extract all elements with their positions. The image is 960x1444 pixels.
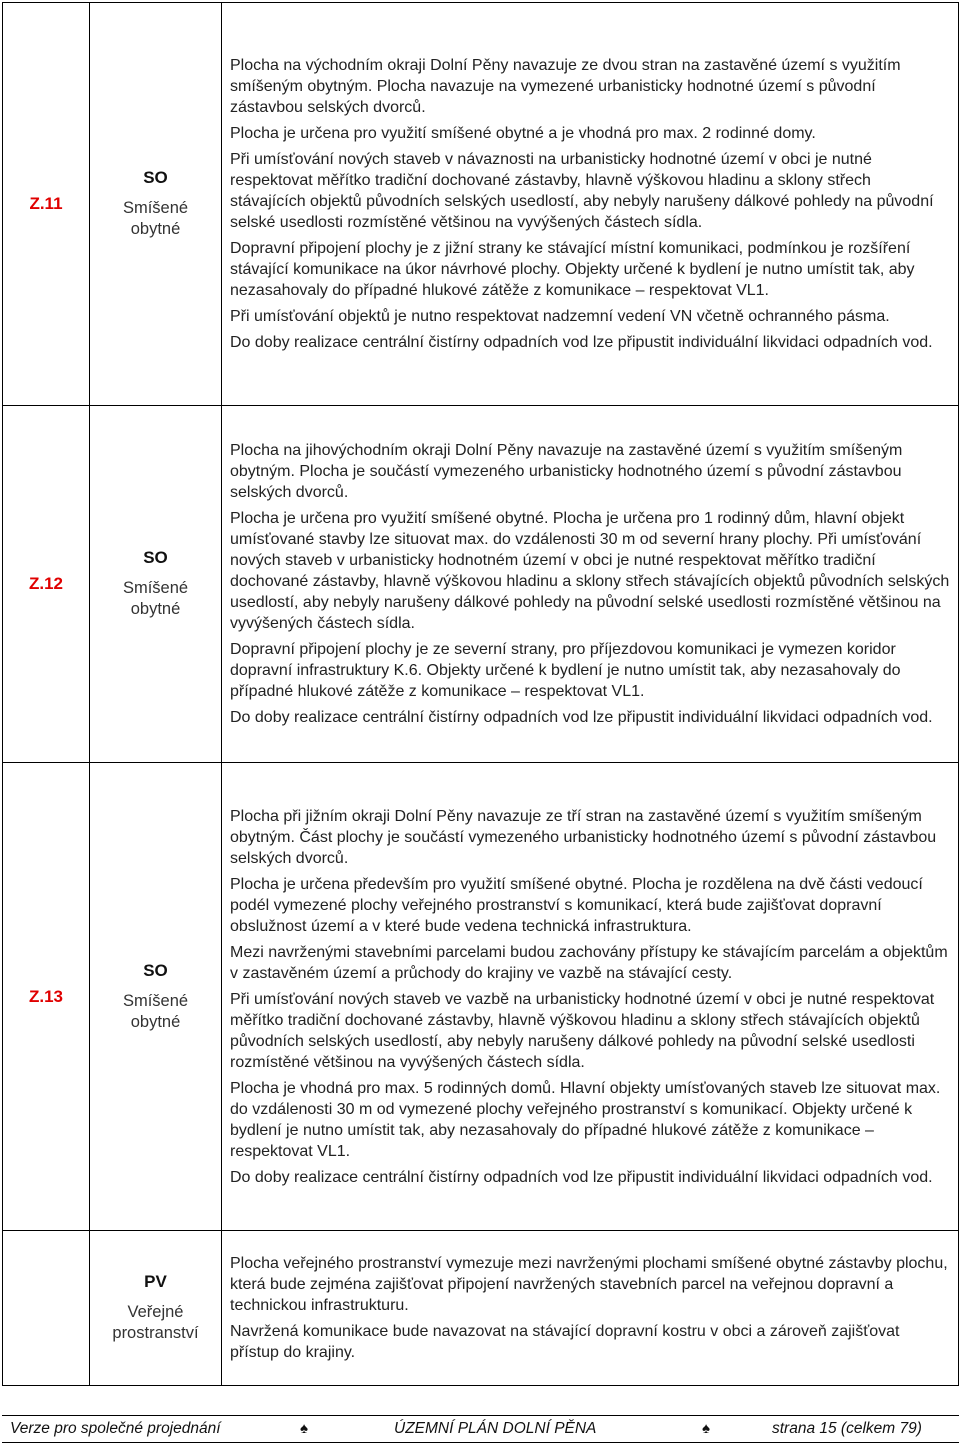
zone-category-cell <box>90 1231 222 1386</box>
zone-description-paragraph: Dopravní připojení plochy je ze severní strany, pro příjezdovou komunikaci je vymezen koridor dopravní infrastruktury K.6. Objekty určené k bydlení je nutno umístit tak, aby nezasahovaly do případné hlukové zátěže z komunikace – respektovat VL1. <box>230 641 901 700</box>
page-footer <box>2 1415 959 1443</box>
zone-description-cell <box>222 763 959 1231</box>
zone-description-cell <box>222 3 959 406</box>
zone-category-label: obytné <box>130 1012 181 1031</box>
zone-row <box>3 1231 959 1386</box>
zone-category-label: prostranství <box>112 1324 199 1342</box>
zone-code: SO <box>143 548 168 567</box>
zone-category-label: Veřejné <box>127 1303 184 1321</box>
footer-document-title: ÚZEMNÍ PLÁN DOLNÍ PĚNA <box>394 1420 597 1437</box>
zone-category-label: Smíšené <box>122 199 189 217</box>
zone-id-cell <box>3 1231 90 1386</box>
zone-category-label: obytné <box>130 220 181 238</box>
footer-page-number: strana 15 (celkem 79) <box>772 1420 922 1437</box>
zone-description-paragraph: Dopravní připojení plochy je z jižní strany ke stávající místní komunikaci, podmínkou je rozšíření stávající komunikace na úkor návrhové plochy. Objekty určené k bydlení je nutno umístit tak, aby nezasahovaly do případné hlukové zátěže z komunikace – respektovat VL1. <box>230 240 915 299</box>
zone-category-cell <box>90 406 222 763</box>
zone-code: PV <box>144 1272 167 1291</box>
zone-category-cell <box>90 763 222 1231</box>
zone-category-cell <box>90 3 222 406</box>
zone-row <box>3 763 959 1231</box>
zone-description-paragraph: Do doby realizace centrální čistírny odpadních vod lze připustit individuální likvidaci odpadních vod. <box>230 1168 933 1186</box>
zone-description-paragraph: Do doby realizace centrální čistírny odpadních vod lze připustit individuální likvidaci odpadních vod. <box>230 334 933 351</box>
zone-description-paragraph: Při umísťování nových staveb ve vazbě na urbanisticky hodnotné území v obci je nutné respektovat měřítko tradiční dochované zástavby, hlavně výškovou hladinu a sklony střech stávajících objektů původních selských usedlostí, aby nebyly narušeny dálkové pohledy na původní selské usedlosti rozmístěné většinou na vyvýšených částech sídla. <box>230 990 935 1071</box>
zone-description-paragraph: Plocha je vhodná pro max. 5 rodinných domů. Hlavní objekty umísťovaných staveb lze situovat max. do vzdálenosti 30 m od vymezené plochy veřejného prostranství s komunikací. Objekty určené k bydlení je nutno umístit tak, aby nezasahovaly do případné hlukové zátěže z komunikace – respektovat VL1. <box>230 1079 941 1160</box>
footer-version: Verze pro společné projednání <box>10 1420 221 1437</box>
zone-description-paragraph: Plocha je určena pro využití smíšené obytné a je vhodná pro max. 2 rodinné domy. <box>230 125 816 142</box>
zone-row <box>3 3 959 406</box>
zone-description-paragraph: Do doby realizace centrální čistírny odpadních vod lze připustit individuální likvidaci odpadních vod. <box>230 709 933 726</box>
zone-description-paragraph: Plocha je určena pro využití smíšené obytné. Plocha je určena pro 1 rodinný dům, hlavní objekt umísťované stavby lze situovat max. do vzdálenosti 30 m od severní hrany plochy. Při umísťování nových staveb v urbanisticky hodnotném území v obci je nutné respektovat měřítko tradiční dochované zástavby, hlavně výškovou hladinu a sklony střech stávajících objektů původních selských usedlostí, aby nebyly narušeny dálkové pohledy na původní selské usedlosti rozmístěné většinou na vyvýšených částech sídla. <box>230 510 950 632</box>
zone-code: SO <box>143 960 168 980</box>
zone-description-cell <box>222 1231 959 1386</box>
zone-category-label: Smíšené <box>122 579 189 597</box>
zone-description-paragraph: Plocha veřejného prostranství vymezuje mezi navrženými plochami smíšené obytné zástavby plochu, která bude zejména zajišťovat připojení navržených stavebních parcel na veřejnou dopravní a technickou infrastrukturu. <box>230 1255 948 1314</box>
zone-id: Z.11 <box>29 194 63 213</box>
zone-row <box>3 406 959 763</box>
zone-description-paragraph: Při umísťování nových staveb v návaznosti na urbanisticky hodnotné území v obci je nutné respektovat měřítko tradiční dochované zástavby, hlavně výškovou hladinu a sklony střech stávajících objektů původních selských usedlostí, aby nebyly narušeny dálkové pohledy na původní selské usedlosti rozmístěné většinou na vyvýšených částech sídla. <box>230 151 934 231</box>
zone-id-cell <box>3 406 90 763</box>
zone-id-cell <box>3 763 90 1231</box>
spade-icon: ♠ <box>300 1420 308 1437</box>
zone-description-paragraph: Při umísťování objektů je nutno respektovat nadzemní vedení VN včetně ochranného pásma. <box>230 308 890 325</box>
zone-description-paragraph: Plocha při jižním okraji Dolní Pěny navazuje ze tří stran na zastavěné území s využitím smíšeným obytným. Část plochy je součástí vymezeného urbanisticky hodnotného území s původní zástavbou selských dvorců. <box>230 807 937 867</box>
zone-description-paragraph: Plocha je určena především pro využití smíšené obytné. Plocha je rozdělena na dvě části vedoucí podél vymezené plochy veřejného prostranství s komunikací, která bude zajišťovat dopravní obslužnost území a v které bude vedena technická infrastruktura. <box>230 875 923 935</box>
zone-description-paragraph: Plocha na jihovýchodním okraji Dolní Pěny navazuje na zastavěné území s využitím smíšeným obytným. Plocha je součástí vymezeného urbanisticky hodnotného území s původní zástavbou selských dvorců. <box>230 442 903 501</box>
zone-code: SO <box>143 168 168 187</box>
zone-id-cell <box>3 3 90 406</box>
zone-id: Z.12 <box>28 574 64 593</box>
zone-description-cell <box>222 406 959 763</box>
spade-icon: ♠ <box>702 1420 710 1437</box>
zone-description-paragraph: Navržená komunikace bude navazovat na stávající dopravní kostru v obci a zároveň zajišťovat přístup do krajiny. <box>230 1323 900 1361</box>
zone-category-label: Smíšené <box>122 991 189 1010</box>
zone-category-label: obytné <box>130 600 181 618</box>
zone-id: Z.13 <box>28 986 64 1006</box>
zones-table <box>2 2 959 1386</box>
zone-description-paragraph: Mezi navrženými stavebními parcelami budou zachovány přístupy ke stávajícím parcelám a objektům v zastavěném území a průchody do krajiny ve vazbě na stávající cesty. <box>230 943 948 982</box>
zone-description-paragraph: Plocha na východním okraji Dolní Pěny navazuje ze dvou stran na zastavěné území s využitím smíšeným obytným. Plocha navazuje na vymezené urbanisticky hodnotné území s původní zástavbou selských dvorců. <box>230 57 901 116</box>
